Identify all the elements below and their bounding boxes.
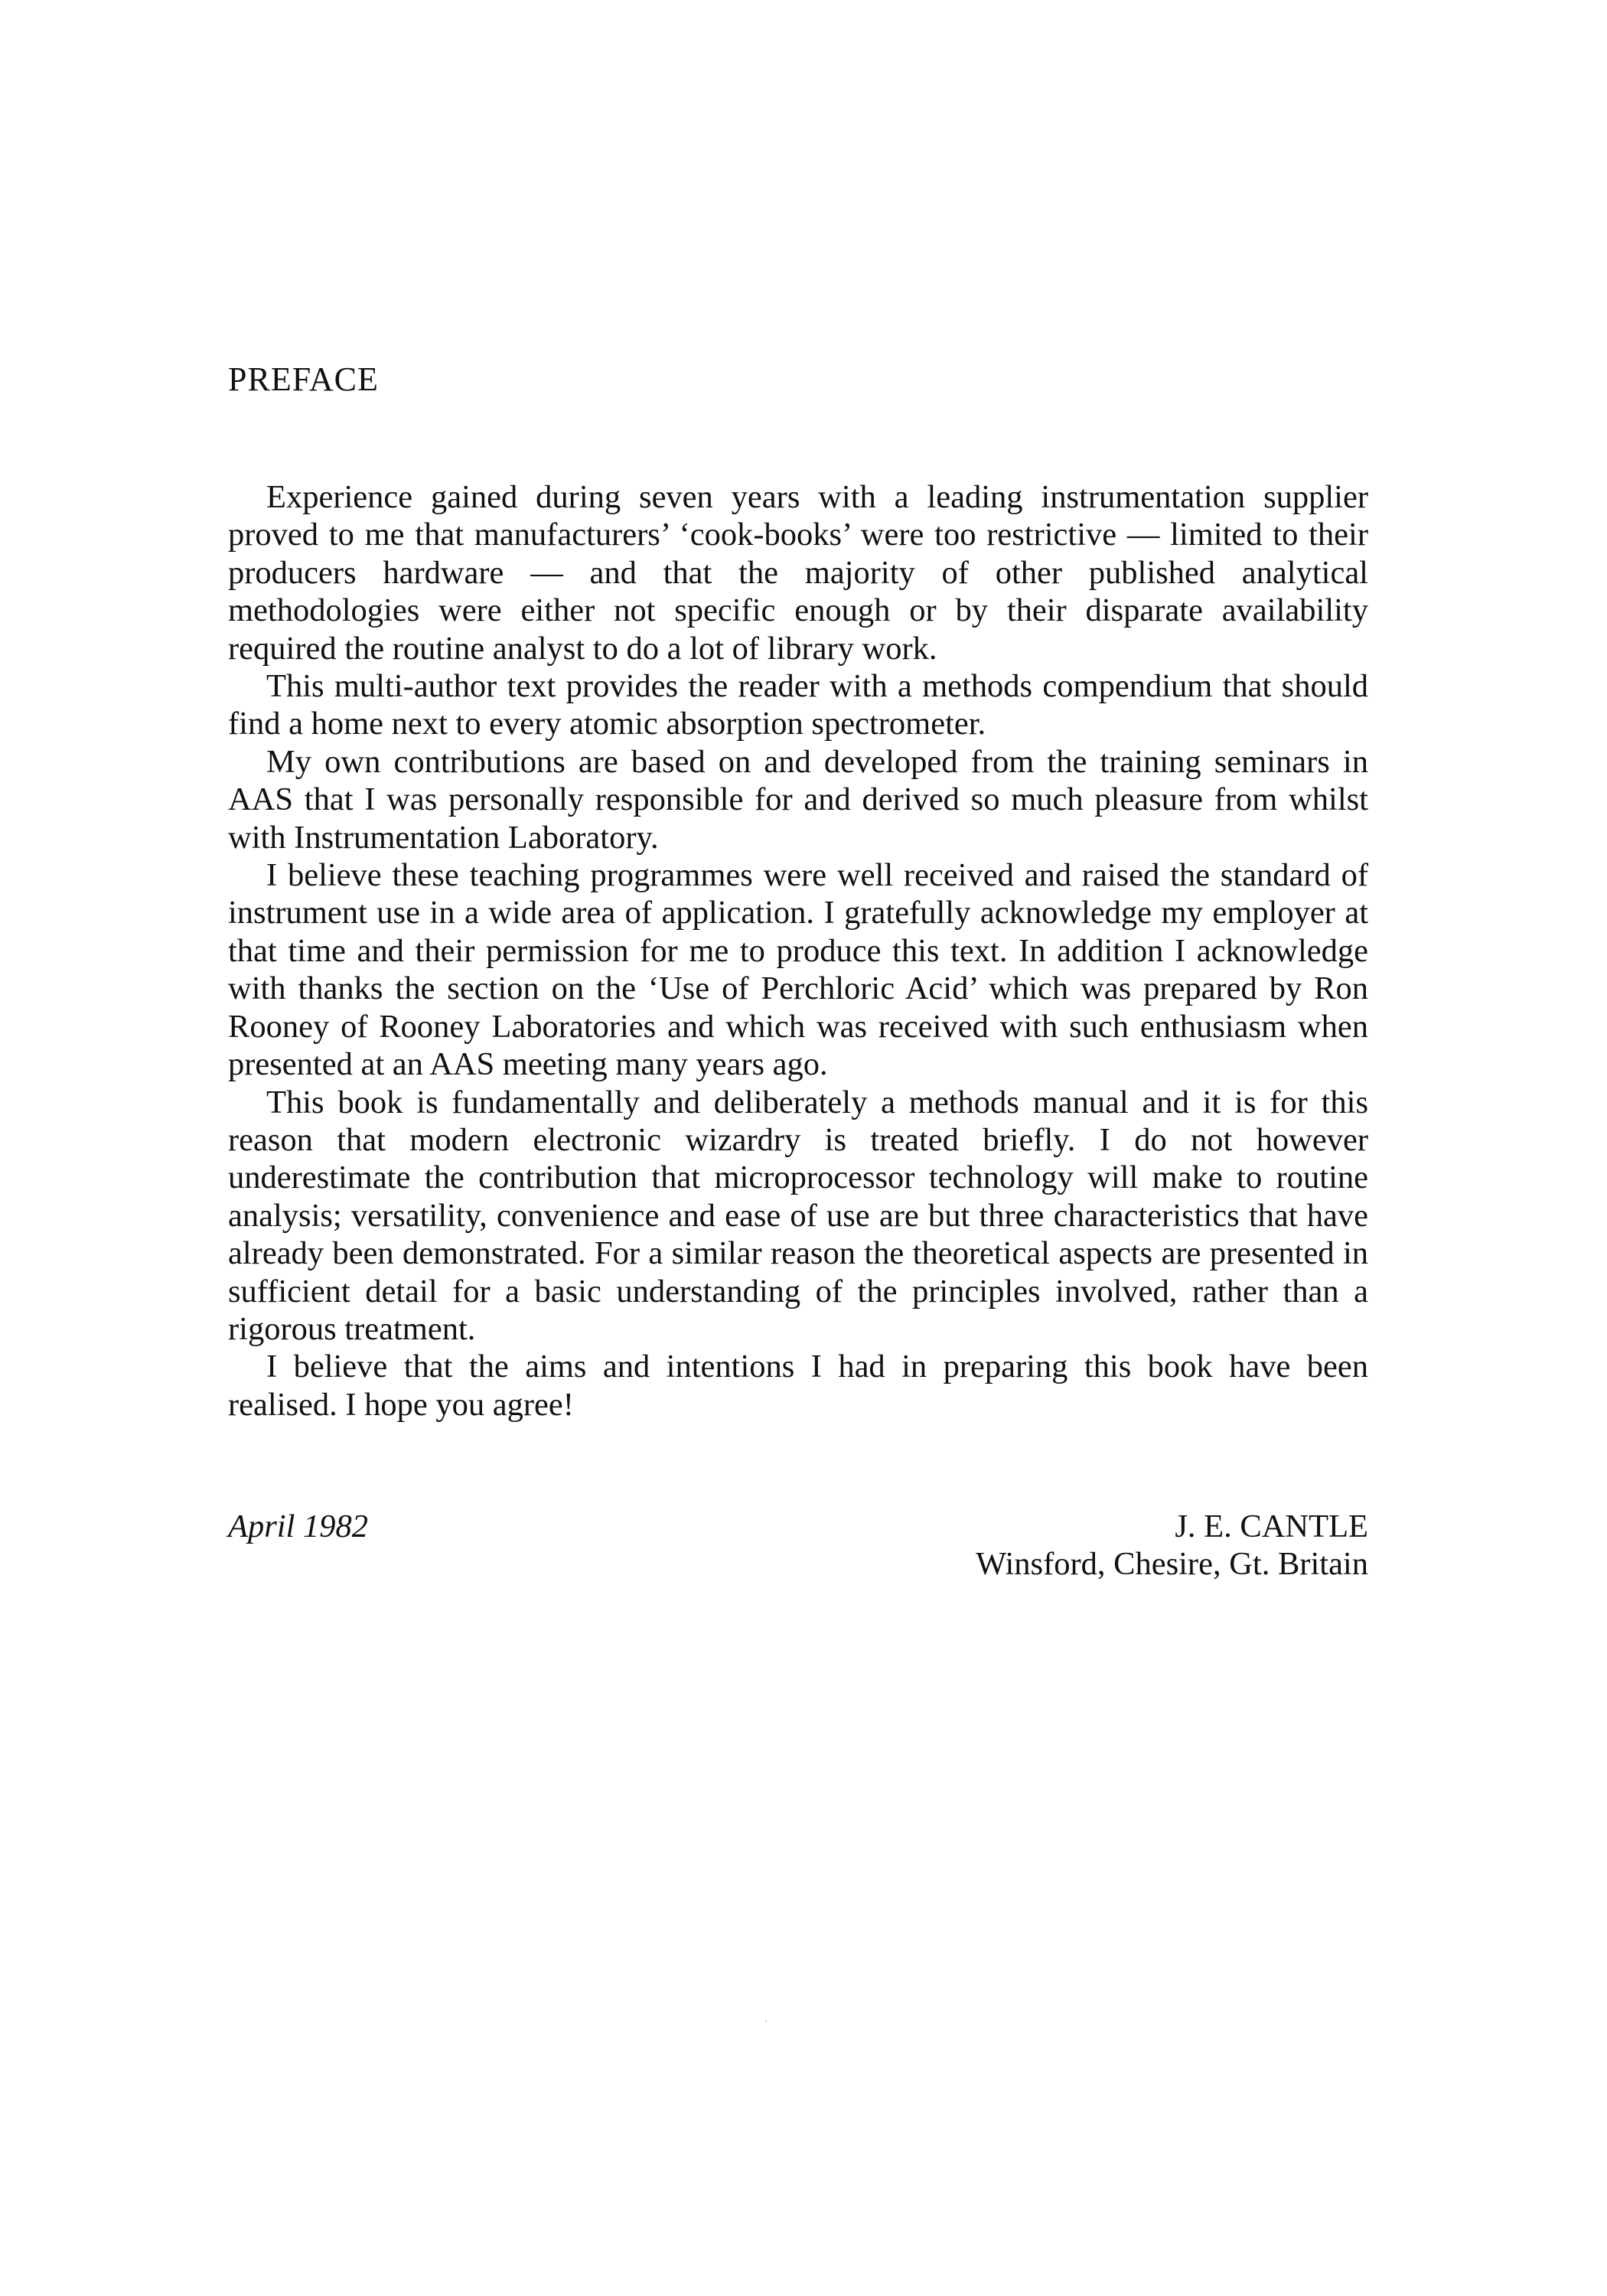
- paragraph-3: My own contributions are based on and developed from the training seminars in AAS that I was personally responsible for and derived so much pleasure from whilst with Instrumentation Laboratory.: [228, 743, 1368, 856]
- paragraph-5: This book is fundamentally and deliberately a methods manual and it is for this reason that modern electronic wizardry is treated briefly. I do not however underestimate the contribution that microprocessor technology will make to routine analysis; versatility, convenience and ease of use are but three characteristics that have already been demonstrated. For a similar reason the theoretical aspects are presented in sufficient detail for a basic understanding of the principles involved, rather than a rigorous treatment.: [228, 1084, 1368, 1347]
- preface-body: [228, 478, 1368, 1424]
- author-location: Winsford, Chesire, Gt. Britain: [976, 1546, 1368, 1583]
- paragraph-2: This multi-author text provides the reader with a methods compendium that should find a home next to every atomic absorption spectrometer.: [228, 668, 1368, 742]
- paragraph-6: I believe that the aims and intentions I had in preparing this book have been realised. I hope you agree!: [228, 1349, 1368, 1423]
- scan-speck: [765, 2020, 767, 2022]
- page-title: PREFACE: [228, 360, 379, 398]
- author-name: J. E. CANTLE: [1175, 1508, 1368, 1544]
- paragraph-1: Experience gained during seven years with a leading instrumentation supplier proved to me that manufacturers’ ‘cook-books’ were too restrictive — limited to their producers hardware — and that the majority of other published analytical methodologies were either not specific enough or by their disparate availability required the routine analyst to do a lot of library work.: [228, 479, 1368, 667]
- paragraph-4: I believe these teaching programmes were well received and raised the standard of instrument use in a wide area of application. I gratefully acknowledge my employer at that time and their permission for me to produce this text. In addition I acknowledge with thanks the section on the ‘Use of Perchloric Acid’ which was prepared by Ron Rooney of Rooney Laboratories and which was received with such enthusiasm when presented at an AAS meeting many years ago.: [228, 857, 1368, 1083]
- preface-date: April 1982: [228, 1508, 368, 1544]
- signature-block: [976, 1508, 1368, 1583]
